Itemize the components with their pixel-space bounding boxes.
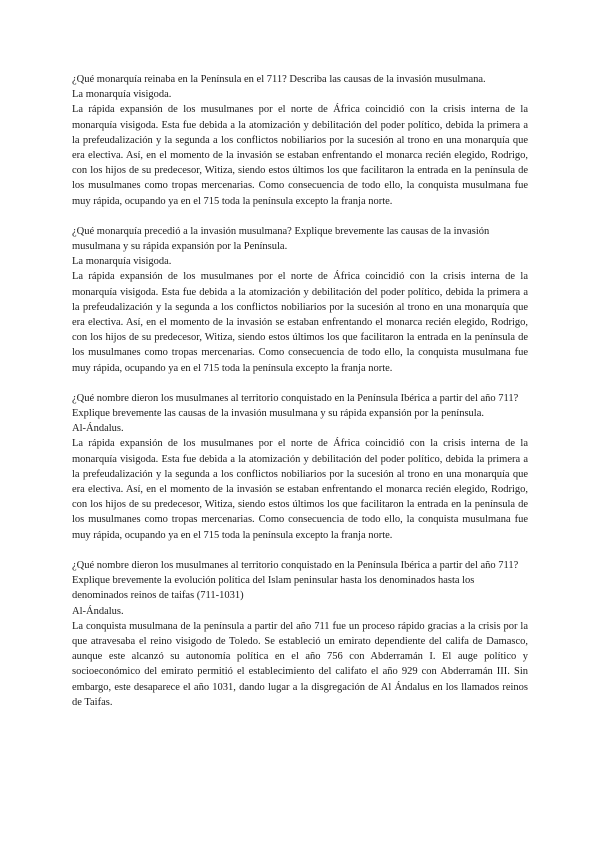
qa-section-3 <box>72 391 528 543</box>
explanation-paragraph: La rápida expansión de los musulmanes por el norte de África coincidió con la crisis interna de la monarquía visigoda. Esta fue debida a la atomización y debilitación del poder político, debida la primera a la prefeudalización y la segunda a los conflictos nobiliarios por la sucesión al trono en una monarquía que era electiva. Así, en el momento de la invasión se estaban enfrentando el monarca recién elegido, Rodrigo, con los hijos de su predecesor, Witiza, siendo estos últimos los que facilitaron la entrada en la península de los musulmanes como tropas mercenarias. Como consecuencia de todo ello, la conquista musulmana fue muy rápida, ocupando ya en el 715 toda la península excepto la franja norte. <box>72 438 528 541</box>
explanation-paragraph: La rápida expansión de los musulmanes por el norte de África coincidió con la crisis interna de la monarquía visigoda. Esta fue debida a la atomización y debilitación del poder político, debida la primera a la prefeudalización y la segunda a los conflictos nobiliarios por la sucesión al trono en una monarquía que era electiva. Así, en el momento de la invasión se estaban enfrentando el monarca recién elegido, Rodrigo, con los hijos de su predecesor, Witiza, siendo estos últimos los que facilitaron la entrada en la península de los musulmanes como tropas mercenarias. Como consecuencia de todo ello, la conquista musulmana fue muy rápida, ocupando ya en el 715 toda la península excepto la franja norte. <box>72 104 528 207</box>
qa-section-1 <box>72 72 528 209</box>
question-text: ¿Qué monarquía reinaba en la Península en el 711? Describa las causas de la invasión musulmana. <box>72 74 486 85</box>
question-text: ¿Qué nombre dieron los musulmanes al territorio conquistado en la Península Ibérica a partir del año 711? Explique brevemente las causas de la invasión musulmana y su rápida expansión por la península. <box>72 392 519 420</box>
answer-text: Al-Ándalus. <box>72 423 124 435</box>
qa-section-4 <box>72 558 528 710</box>
answer-text: Al-Ándalus. <box>72 605 124 617</box>
answer-text: La monarquía visigoda. <box>72 256 172 268</box>
qa-section-2 <box>72 224 528 376</box>
answer-text: La monarquía visigoda. <box>72 89 172 101</box>
document-page <box>72 72 528 725</box>
explanation-paragraph: La rápida expansión de los musulmanes por el norte de África coincidió con la crisis interna de la monarquía visigoda. Esta fue debida a la atomización y debilitación del poder político, debida la primera a la prefeudalización y la segunda a los conflictos nobiliarios por la sucesión al trono en una monarquía que era electiva. Así, en el momento de la invasión se estaban enfrentando el monarca recién elegido, Rodrigo, con los hijos de su predecesor, Witiza, siendo estos últimos los que facilitaron la entrada en la península de los musulmanes como tropas mercenarias. Como consecuencia de todo ello, la conquista musulmana fue muy rápida, ocupando ya en el 715 toda la península excepto la franja norte. <box>72 271 528 374</box>
question-text: ¿Qué nombre dieron los musulmanes al territorio conquistado en la Península Ibérica a partir del año 711? Explique brevemente la evolución política del Islam peninsular hasta los denominados hasta los denominados reinos de taifas (711-1031) <box>72 559 519 602</box>
explanation-paragraph: La conquista musulmana de la península a partir del año 711 fue un proceso rápido gracias a la crisis por la que atravesaba el reino visigodo de Toledo. Se estableció un emirato dependiente del califa de Damasco, aunque este alcanzó su autonomía política en el año 756 con Abderramán I. El auge político y socioeconómico del emirato permitió el establecimiento del califato el año 929 con Abderramán III. Sin embargo, este desaparece el año 1031, dando lugar a la disgregación de Al Ándalus en los llamados reinos de Taifas. <box>72 620 528 708</box>
question-text: ¿Qué monarquía precedió a la invasión musulmana? Explique brevemente las causas de la invasión musulmana y su rápida expansión por la Península. <box>72 225 490 253</box>
